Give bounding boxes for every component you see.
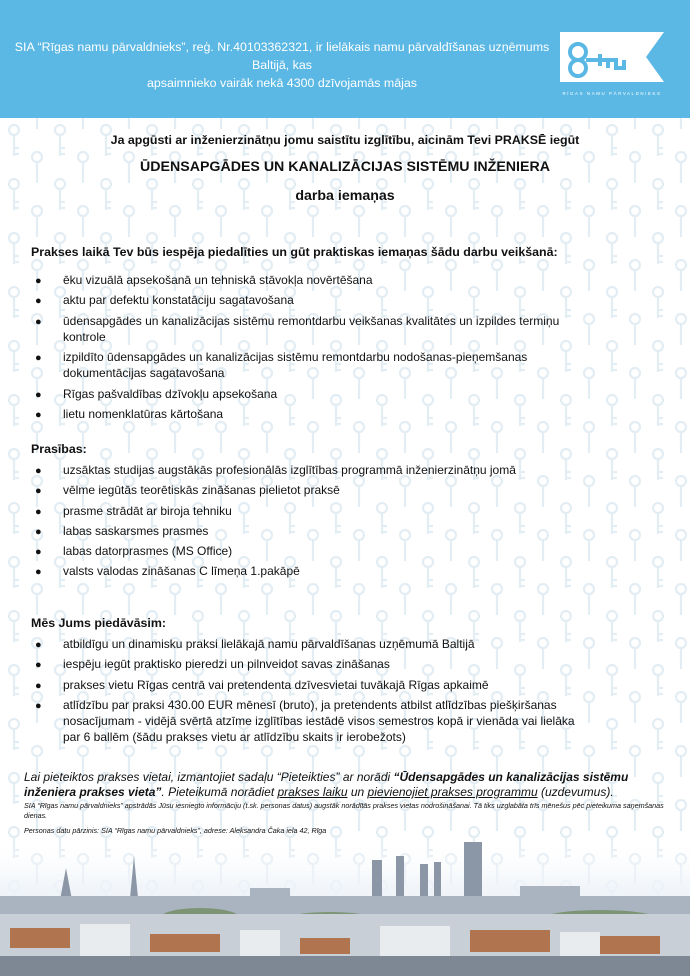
privacy-note: SIA “Rīgas namu pārvaldnieks” apstrādās Jūsu iesniegto informāciju (t.sk. personas datus) augstāk norādītās prakses vietas nodrošināšanai. Tā tiks uzglabāta trīs mēnešus pēc pieteikuma saņemšanas dienas. [24, 801, 664, 820]
bullet-icon: ● [35, 505, 42, 518]
data-controller-note: Personas datu pārzinis: SIA “Rīgas namu pārvaldnieks”, adrese: Aleksandra Čaka iela 42, Rīga [24, 826, 327, 835]
offer-list [0, 636, 690, 750]
company-description-line-1: SIA “Rīgas namu pārvaldnieks”, reģ. Nr.40103362321, ir lielākais namu pārvaldīšanas uzņēmums Baltijā, kas [14, 40, 550, 72]
list-item: ● iespēju iegūt praktisko pieredzi un pilnveidot savas zināšanas [0, 656, 690, 672]
list-item: ● valsts valodas zināšanas C līmeņa 1.pakāpē [0, 563, 690, 579]
bullet-icon: ● [35, 295, 42, 308]
bullet-icon: ● [35, 546, 42, 559]
list-item: ● Rīgas pašvaldības dzīvokļu apsekošana [0, 386, 690, 402]
tasks-list [0, 272, 690, 426]
tasks-heading: Prakses laikā Tev būs iespēja piedalīties un gūt praktiskas iemaņas šādu darbu veikšanā: [31, 245, 558, 259]
position-title: ŪDENSAPGĀDES UN KANALIZĀCIJAS SISTĒMU INŽENIERA [140, 159, 550, 175]
logo-wordmark: RĪGAS NAMU PĀRVALDNIEKS [562, 91, 662, 96]
bullet-icon: ● [35, 465, 42, 477]
bullet-icon: ● [35, 659, 42, 672]
bullet-icon: ● [35, 566, 42, 579]
list-item: ● ūdensapgādes un kanalizācijas sistēmu remontdarbu veikšanas kvalitātes un izpildes termiņu kontrole [35, 313, 560, 344]
list-item: ● izpildīto ūdensapgādes un kanalizācijas sistēmu remontdarbu nodošanas-pieņemšanas dokumentācijas sagatavošana [35, 350, 528, 381]
position-reference: “Ūdensapgādes un kanalizācijas sistēmu inženiera prakses vieta” [24, 770, 629, 799]
company-description [8, 38, 556, 92]
bullet-icon: ● [35, 639, 42, 651]
position-subtitle: darba iemaņas [295, 188, 395, 204]
bullet-icon: ● [35, 315, 42, 328]
list-item: ● vēlme iegūtās teorētiskās zināšanas pielietot praksē [0, 482, 690, 498]
attach-program-link[interactable]: pievienojiet prakses programmu [367, 785, 538, 799]
bullet-icon: ● [35, 352, 42, 365]
practice-time-link[interactable]: prakses laiku [277, 785, 348, 799]
list-item: ● prasme strādāt ar biroja tehniku [0, 503, 690, 519]
application-instructions: Lai pieteiktos prakses vietai, izmantojiet sadaļu “Pieteikties” ar norādi “Ūdensapgādes un kanalizācijas sistēmu inženiera prakses vieta”. Pieteikumā norādiet prakses laiku un pievienojiet prakses programmu (uzdevumus). [24, 770, 629, 799]
requirements-list [0, 462, 690, 584]
list-item: ● labas saskarsmes prasmes [0, 523, 690, 539]
list-item: ● uzsāktas studijas augstākās profesionālās izglītības programmā inženierzinātņu jomā [0, 462, 690, 478]
intro-text: Ja apgūsti ar inženierzinātņu jomu saistītu izglītību, aicinām Tevi PRAKSĒ iegūt [110, 133, 580, 147]
offer-heading: Mēs Jums piedāvāsim: [31, 616, 166, 630]
header-banner [0, 0, 690, 118]
bullet-icon: ● [35, 679, 42, 692]
list-item: ● aktu par defektu konstatāciju sagatavošana [0, 292, 690, 308]
list-item: ● prakses vietu Rīgas centrā vai pretendenta dzīvesvietai tuvākajā Rīgas apkaimē [0, 677, 690, 693]
riga-skyline-photo [0, 838, 690, 976]
list-item: ● lietu nomenklatūras kārtošana [0, 406, 690, 422]
list-item: ● ēku vizuālā apsekošanā un tehniskā stāvokļa novērtēšana [0, 272, 690, 288]
list-item: ● labas datorprasmes (MS Office) [0, 543, 690, 559]
bullet-icon: ● [35, 409, 42, 422]
bullet-icon: ● [35, 485, 42, 498]
bullet-icon: ● [35, 525, 42, 538]
bullet-icon: ● [35, 388, 42, 401]
list-item: ● atlīdzību par praksi 430.00 EUR mēnesī (bruto), ja pretendents atbilst atlīdzības piešķiršanas nosacījumam - vidējā svērtā atzīme izglītības iestādē visos semestros kopā ir vienāda vai lielāka par 6 ballēm (šādu prakses vietu ar atlīdzību skaits ir ierobežots) [35, 697, 575, 745]
bullet-icon: ● [35, 699, 42, 712]
company-description-line-2: apsaimnieko vairāk nekā 4300 dzīvojamās mājas [147, 76, 417, 90]
requirements-heading: Prasības: [31, 442, 87, 456]
list-item: ● atbildīgu un dinamisku praksi lielākajā namu pārvaldīšanas uzņēmumā Baltijā [0, 636, 690, 652]
bullet-icon: ● [35, 275, 42, 287]
